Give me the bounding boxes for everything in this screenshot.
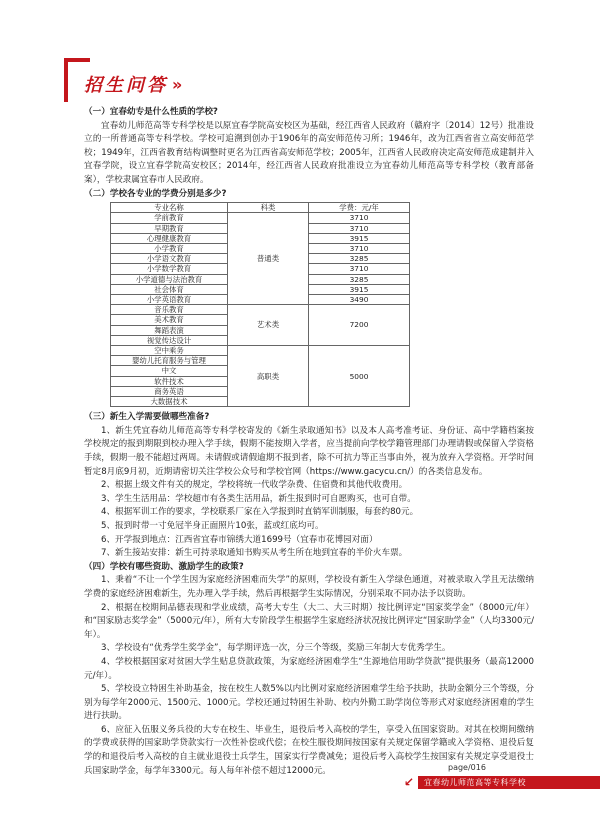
major-cell: 美术教育: [111, 315, 228, 325]
tuition-fee-table: [110, 202, 410, 407]
fee-cell: 3710: [309, 264, 410, 274]
page-title: 招生问答: [84, 75, 168, 96]
major-cell: 小学数学教育: [111, 264, 228, 274]
major-cell: 大数据技术: [111, 397, 228, 407]
fee-cell: 3285: [309, 254, 410, 264]
table-header-row: [111, 203, 410, 213]
major-cell: 视觉传达设计: [111, 335, 228, 345]
question-4-item-1: 1、秉着“不让一个学生因为家庭经济困难而失学”的原则，学校设有新生入学绿色通道，对被录取入学且无法缴纳学费的家庭经济困难新生，先办理入学手续，然后再根据学生实际情况，分别采取不同办法予以资助。: [84, 575, 534, 599]
major-cell: 小学道德与法治教育: [111, 274, 228, 284]
page-number: page/016: [448, 763, 486, 772]
question-3-item-4: 4、根据军训工作的要求，学校联系厂家在入学报到时直销军训制服，每套约80元。: [101, 507, 419, 518]
page-header: [84, 70, 180, 98]
category-cell: 高职类: [228, 346, 309, 407]
major-cell: 空中乘务: [111, 346, 228, 356]
question-1-answer: 宜春幼儿师范高等专科学校是以原宜春学院高安校区为基础，经江西省人民政府（赣府字〔2014〕12号）批准设立的一所普通高等专科学校。学校可追溯到创办于1906年的高安师范传习所；1946年，改为江西省省立高安师范学校；1949年，江西省教育结构调整时更名为江西省高安师范学校；2005年，江西省人民政府决定高安师范成建制并入宜春学院，设立宜春学院高安校区；2014年，经江西省人民政府批准设立为宜春幼儿师范高等专科学校（教育部备案），学校隶属宜春市人民政府。: [84, 120, 534, 185]
question-4-item-4: 4、学校根据国家对贫困大学生贴息贷款政策，为家庭经济困难学生“生源地信用助学贷款”提供服务（最高12000元/年）。: [84, 656, 534, 681]
major-cell: 商务英语: [111, 386, 228, 396]
fee-cell: 3710: [309, 223, 410, 233]
major-cell: 音乐教育: [111, 305, 228, 315]
question-4-item-5: 5、学校设立特困生补助基金，按在校生人数5%以内比例对家庭经济困难学生给予扶助，扶助金额分三个等级，分别为每学年2000元、1500元、1000元。学校还通过特困生补助、校内外勤工助学岗位等形式对家庭经济困难的学生进行扶助。: [84, 684, 534, 722]
question-3-item-2: 2、根据上级文件有关的规定，学校将统一代收学杂费、住宿费和其他代收费用。: [101, 480, 408, 491]
major-cell: 中文: [111, 366, 228, 376]
document-body: [84, 106, 534, 778]
table-row: [111, 305, 410, 315]
double-chevron-icon: »: [172, 74, 181, 94]
major-cell: 学前教育: [111, 213, 228, 223]
table-row: [111, 346, 410, 356]
fee-cell: 3490: [309, 294, 410, 304]
arrow-icon: ↙: [404, 775, 415, 789]
table-row: [111, 213, 410, 223]
header-major: 专业名称: [111, 203, 228, 213]
header-category: 科类: [228, 203, 309, 213]
question-2-title: （二）学校各专业的学费分别是多少?: [84, 188, 227, 199]
question-4-title: （四）学校有哪些资助、激励学生的政策?: [84, 561, 244, 572]
fee-cell: 3915: [309, 284, 410, 294]
fee-cell: 3285: [309, 274, 410, 284]
question-3-item-1: 1、新生凭宜春幼儿师范高等专科学校寄发的《新生录取通知书》以及本人高考准考证、身份证、高中学籍档案按学校规定的报到期限到校办理入学手续，假期不能按期入学者，应当提前向学校学籍管理部门办理请假或保留入学资格手续，假期一般不能超过两周。未请假或请假逾期不报到者，除不可抗力等正当事由外，视为放弃入学资格。开学时间暂定8月底9月初，近期请密切关注学校公众号和学校官网（https://www.gacycu.cn/）的各类信息发布。: [84, 425, 534, 477]
major-cell: 小学语文教育: [111, 254, 228, 264]
major-cell: 小学英语教育: [111, 294, 228, 304]
major-cell: 婴幼儿托育服务与管理: [111, 356, 228, 366]
question-3-item-6: 6、开学报到地点：江西省宜春市锦绣大道1699号（宜春市花博园对面）: [101, 534, 378, 545]
major-cell: 小学教育: [111, 243, 228, 253]
fee-cell: 5000: [309, 346, 410, 407]
major-cell: 早期教育: [111, 223, 228, 233]
major-cell: 舞蹈表演: [111, 325, 228, 335]
question-3-item-7: 7、新生接站安排：新生可持录取通知书购买从考生所在地到宜春的半价火车票。: [101, 548, 408, 559]
fee-cell: 3710: [309, 213, 410, 223]
category-cell: 艺术类: [228, 305, 309, 346]
question-4-item-2: 2、根据在校期间品德表现和学业成绩，高考大专生（大二、大三时期）按比例评定“国家奖学金”（8000元/年）和“国家励志奖学金”（5000元/年），所有大专阶段学生根据学生家庭经济状况按比例评定“国家助学金”（人均3300元/年）。: [84, 602, 534, 640]
question-3-item-5: 5、报到时带一寸免冠半身正面照片10张，蓝或红底均可。: [101, 520, 324, 531]
category-cell: 普通类: [228, 213, 309, 305]
question-4-item-6: 6、应征入伍服义务兵役的大专在校生、毕业生，退役后考入高校的学生，享受入伍国家资助。对其在校期间缴纳的学费或获得的国家助学贷款实行一次性补偿或代偿；在校生服役期间按国家有关规定保留学籍或入学资格、退役后复学的和退役后考入高校的自主就业退役士兵学生，国家实行学费减免；退役后考入高校学生按国家有关规定享受退役士兵国家助学金，每学年3300元。每人每年补偿不超过12000元。: [84, 724, 534, 776]
question-4-item-3: 3、学校设有“优秀学生奖学金”，每学期评选一次，分三个等级，奖励三年制大专优秀学生。: [101, 643, 451, 654]
school-name: 宜春幼儿师范高等专科学校: [424, 778, 526, 787]
fee-cell: 3915: [309, 233, 410, 243]
question-1-title: （一）宜春幼专是什么性质的学校?: [84, 107, 218, 117]
fee-cell: 7200: [309, 305, 410, 346]
footer-banner: [418, 776, 600, 789]
header-fee: 学费：元/年: [309, 203, 410, 213]
major-cell: 社会体育: [111, 284, 228, 294]
fee-cell: 3710: [309, 243, 410, 253]
major-cell: 心理健康教育: [111, 233, 228, 243]
major-cell: 软件技术: [111, 376, 228, 386]
question-3-item-3: 3、学生生活用品：学校超市有各类生活用品，新生报到时可自愿购买，也可自带。: [101, 493, 416, 504]
question-3-title: （三）新生入学需要做哪些准备?: [84, 412, 210, 423]
